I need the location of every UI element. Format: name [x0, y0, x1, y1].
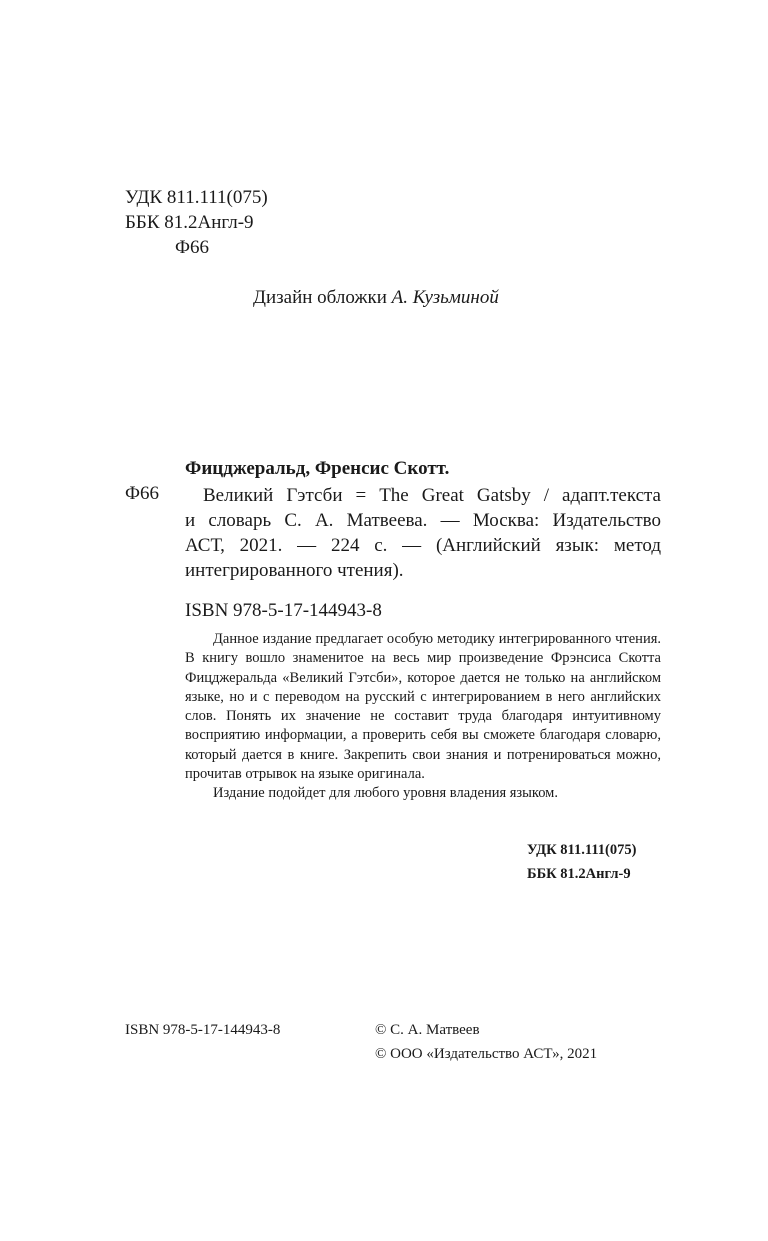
annotation-paragraph: Данное издание предлагает особую методику интегрированного чтения. В книгу вошло знаменитое на весь мир произведение Фрэнсиса Скотта Фицджеральда «Великий Гэтсби», которое дается не только на английском языке, но и с переводом на русский с интегрированием в него английских слов. Понять их значение не составит труда благодаря интуитивному восприятию информации, а проверить себя вы сможете благодаря словарю, который дается в книге. Закрепить свои знания и потренироваться можно, прочитав отрывок на языке оригинала.: [185, 631, 661, 783]
record-author-mark: Ф66: [125, 483, 160, 504]
annotation-paragraph: Издание подойдет для любого уровня владения языком.: [213, 785, 558, 802]
header-bbk: ББК 81.2Англ-9: [125, 212, 254, 233]
record-isbn: ISBN 978-5-17-144943-8: [185, 600, 382, 621]
header-udk: УДК 811.111(075): [125, 187, 268, 208]
cover-design-credit: [253, 287, 499, 309]
footer-isbn: ISBN 978-5-17-144943-8: [125, 1022, 281, 1038]
description-line: Великий Гэтсби = The Great Gatsby / адапт.текста: [203, 485, 661, 506]
classification-bbk: ББК 81.2Англ-9: [527, 866, 631, 882]
description-line: АСТ, 2021. — 224 с. — (Английский язык: метод: [185, 535, 661, 556]
bibliographic-description: [185, 483, 661, 583]
cover-design-label: Дизайн обложки: [253, 287, 387, 308]
description-line: и словарь С. А. Матвеева. — Москва: Издательство: [185, 510, 661, 531]
header-author-mark: Ф66: [175, 237, 210, 258]
author-heading: Фицджеральд, Френсис Скотт.: [185, 458, 450, 479]
description-line: интегрированного чтения).: [185, 560, 404, 581]
copyright-publisher: © ООО «Издательство АСТ», 2021: [375, 1046, 598, 1062]
classification-udk: УДК 811.111(075): [527, 842, 637, 858]
annotation: [185, 630, 661, 804]
cover-designer-name: А. Кузьминой: [391, 287, 499, 308]
copyright-author: © С. А. Матвеев: [375, 1022, 480, 1038]
